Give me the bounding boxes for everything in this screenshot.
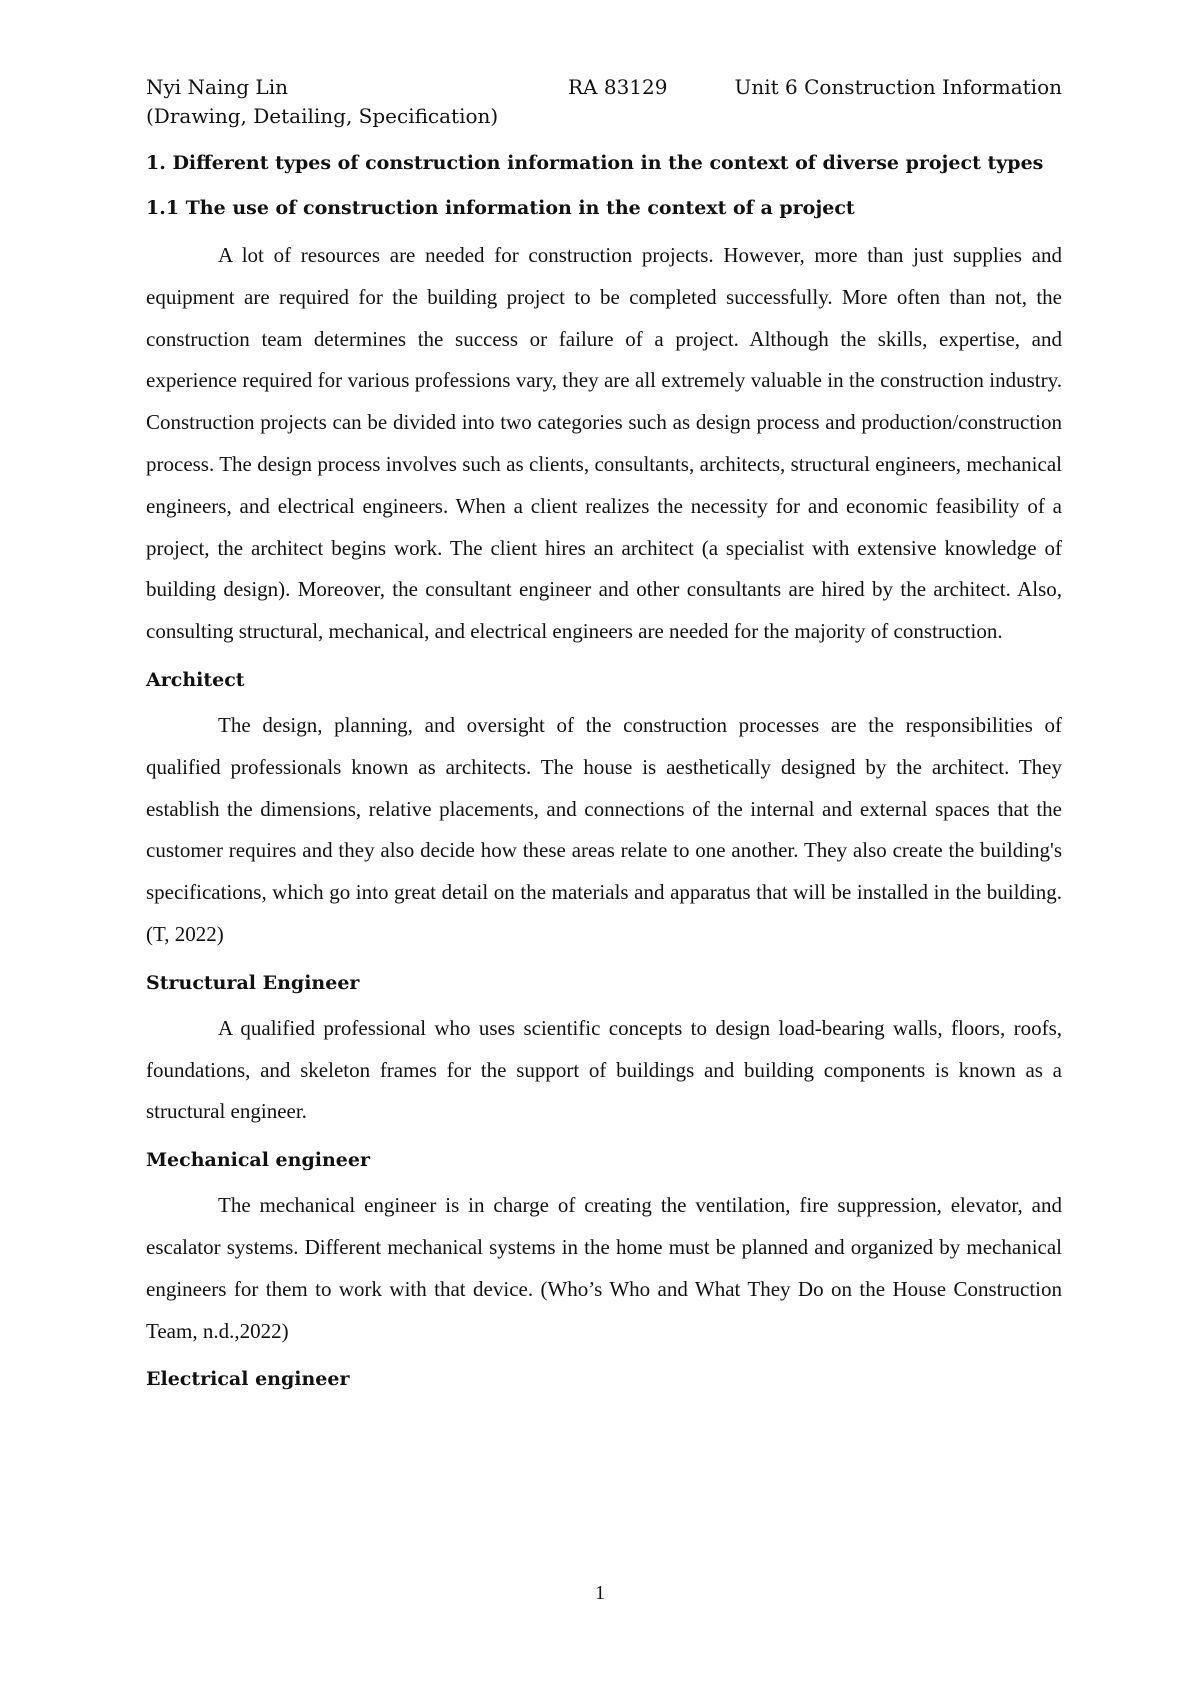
architect-paragraph: The design, planning, and oversight of the construction processes are the responsibilities of qualified professionals known as architects. The house is aesthetically designed by the architect. They establish the dimensions, relative placements, and connections of the internal and external spaces that the customer requires and they also decide how these areas relate to one another. They also create the building's specifications, which go into great detail on the materials and apparatus that will be installed in the building. (T, 2022)	[146, 712, 1062, 946]
page-number: 1	[595, 1582, 605, 1604]
electrical-engineer-heading: Electrical engineer	[146, 1368, 350, 1391]
page-header	[146, 72, 1062, 102]
header-unit: Unit 6 Construction Information	[734, 75, 1062, 99]
structural-engineer-paragraph: A qualified professional who uses scientific concepts to design load-bearing walls, floors, roofs, foundations, and skeleton frames for the support of buildings and building components is known as a structural engineer.	[146, 1015, 1062, 1124]
header-id: RA 83129	[568, 75, 668, 99]
page-content	[146, 72, 1062, 1404]
header-author: Nyi Naing Lin	[146, 75, 288, 99]
structural-engineer-heading: Structural Engineer	[146, 971, 360, 994]
section-heading: 1. Different types of construction information in the context of diverse project types	[146, 152, 1044, 174]
subsection-heading: 1.1 The use of construction information in the context of a project	[146, 197, 855, 219]
architect-heading: Architect	[146, 668, 245, 691]
mechanical-engineer-paragraph: The mechanical engineer is in charge of creating the ventilation, fire suppression, elevator, and escalator systems. Different mechanical systems in the home must be planned and organized by mechanical engineers for them to work with that device. (Who’s Who and What They Do on the House Construction Team, n.d.,2022)	[146, 1193, 1062, 1343]
header-subtitle: (Drawing, Detailing, Specification)	[146, 104, 499, 128]
intro-paragraph: A lot of resources are needed for construction projects. However, more than just supplies and equipment are required for the building project to be completed successfully. More often than not, the construction team determines the success or failure of a project. Although the skills, expertise, and experience required for various professions vary, they are all extremely valuable in the construction industry. Construction projects can be divided into two categories such as design process and production/construction process. The design process involves such as clients, consultants, architects, structural engineers, mechanical engineers, and electrical engineers. When a client realizes the necessity for and economic feasibility of a project, the architect begins work. The client hires an architect (a specialist with extensive knowledge of building design). Moreover, the consultant engineer and other consultants are hired by the architect. Also, consulting structural, mechanical, and electrical engineers are needed for the majority of construction.	[146, 243, 1062, 644]
mechanical-engineer-heading: Mechanical engineer	[146, 1149, 370, 1172]
